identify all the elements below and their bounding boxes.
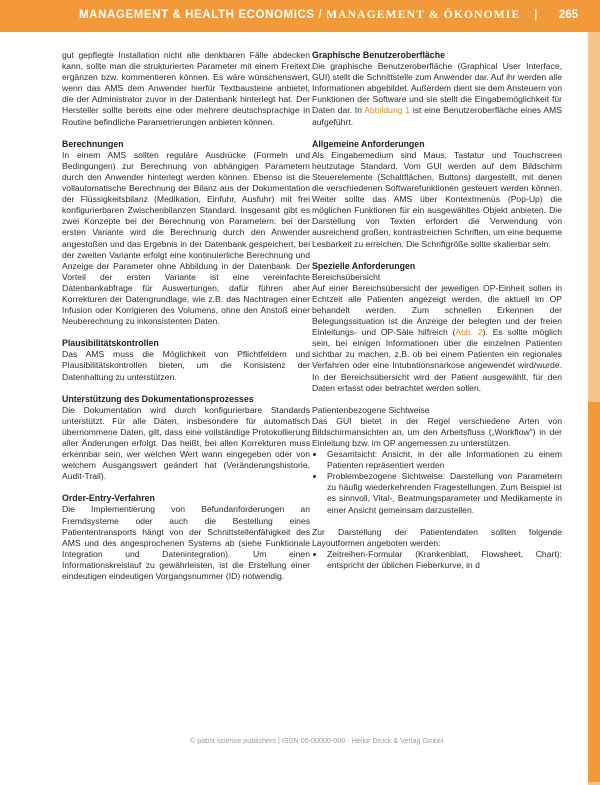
edge-tab-block	[588, 402, 600, 782]
section-body: In einem AMS sollten reguläre Ausdrücke (Formeln und Bedingungen) zur Berechnung von abhängigen Parametern durch den Anwender hinterlegt werden können. Ebenso ist die vollautomatische Berechnung der Bilanz aus der Dokumentation der Flüssigkeitsbilanz (Medikation, Einfuhr, Ausfuhr) mit frei konfigurierbaren Zwischenbilanzen Standard. Insgesamt gibt es zwei Konzepte bei der Berechnung von Parametern: bei der ersten Variante wird die Berechnung durch den Anwender angestoßen und das Ergebnis in der Datenbank gespeichert, bei der zweiten Variante erfolgt eine kontinuierliche Berechnung und Anzeige der Parameter ohne Abbildung in der Datenbank. Der Vorteil der ersten Variante ist eine vereinfachte Datenbankabfrage für Auswertungen, dafür führen aber Korrekturen der Datengrundlage, wie z.B. das Nachtragen einer Infusion oder Korrigieren des Volumens, ohne den Anstoß einer Neuberechnung zu inkonsistenten Daten.	[62, 149, 310, 327]
section-heading: Plausibilitätskontrollen	[62, 338, 159, 349]
header-separator: |	[534, 9, 538, 21]
section-heading: Spezielle Anforderungen	[312, 260, 416, 271]
body-text: Die graphische Benutzeroberfläche (Graphical User Interface, GUI) stellt die Schnittstelle zum Anwender dar. Auf ihr werden alle Informationen abgebildet. Außerdem dient sie dem Ansteuern von Funktionen der Software und sie stellt die Eingabemöglichkeit für Daten dar. In	[312, 61, 562, 116]
section-order-entry	[62, 493, 310, 582]
left-column	[62, 50, 310, 593]
section-title-de: MANAGEMENT & ÖKONOMIE	[326, 9, 521, 21]
view-list	[312, 449, 562, 516]
page-number: 265	[558, 9, 578, 21]
body-text: Auf einer Bereichsübersicht der jeweiligen OP-Einheit sollen in Echtzeit alle Patienten angezeigt werden, die aktuell im OP behandelt werden. Zum schnellen Erkennen der Belegungssituation ist die Anzeige der belegten und der freien Einleitungs- und OP-Säle hilfreich (	[312, 282, 562, 338]
section-documentation-support	[62, 394, 310, 483]
section-body: Die Dokumentation wird durch konfigurierbare Standards unterstützt. Für alle Daten, insbesondere für automatisch übernommene Daten, gilt, dass eine vollständige Protokollierung aller Änderungen erfolgt. Das heißt, bei allen Korrekturen muss erkennbar sein, wer welchen Wert wann eingegeben oder von welchem Ausgangswert geändert hat (Veränderungshistorie, Audit-Trail).	[62, 404, 310, 482]
section-body	[312, 61, 562, 128]
section-special-requirements	[312, 261, 562, 394]
subheading: Bereichsübersicht	[312, 271, 381, 282]
section-heading: Berechnungen	[62, 138, 124, 149]
section-heading: Allgemeine Anforderungen	[312, 138, 425, 149]
body-text: ). Es sollte möglich sein, bei einigen Informationen über die einzelnen Patienten sichtbar zu machen, z.B. ob bei einem Patienten ein regionales Verfahren oder eine Intubationsnarkose angewendet wird/wurde. In der Bereichsübersicht wird der Patient ausgewählt, für den Daten erfasst oder betrachtet werden sollen.	[312, 327, 562, 393]
right-column	[312, 50, 562, 582]
section-body: Als Eingabemedium sind Maus, Tastatur und Touchscreen heutzutage Standard. Vom GUI werden auf dem Bildschirm Steuerelemente (Schaltflächen, Buttons) dargestellt, mit denen die verschiedenen Softwarefunktionen gesteuert werden können. Weiter sollte das AMS über Kontextmenüs (Pop-Up) die möglichen Funktionen für ein ausgewähltes Objekt anbieten. Die Darstellung von Texten erfordert die Verwendung von ausreichend großen, kontrastreichen Schriften, um eine bequeme Lesbarkeit zu erreichen. Die Schriftgröße sollte skalierbar sein.	[312, 149, 562, 249]
section-title	[79, 9, 538, 21]
section-body: Die Implementierung von Befundanforderungen an Fremdsysteme oder auch die Bestellung eines Patiententransports hängt von der Schnittstellenfähigkeit des AMS und des angesprochenen Systems ab (siehe Funktionale Integration und Datenintegration). Um einen Informationskreislauf zu gewährleisten, ist die Erstellung einer eindeutigen eindeutigen Vorgangsnummer (ID) notwendig.	[62, 504, 310, 582]
section-body: Das GUI bietet in der Regel verschiedene Arten von Bildschirmansichten an, um den Arbeitsfluss („Workflow") in der Einleitung bzw. im OP angemessen zu unterstützen.	[312, 415, 562, 448]
figure-reference-link[interactable]: Abbildung 1	[364, 105, 411, 116]
list-item: • Zeitreihen-Formular (Krankenblatt, Flowsheet, Chart): entspricht der üblichen Fieberkurve, in d	[325, 549, 562, 571]
intro-paragraph: gut gepflegte Installation nicht alle denkbaren Fälle abdecken kann, sollte man die strukturierten Parameter mit einem Freitext ergänzen bzw. kommentieren können. Es wäre wünschenswert, wenn das AMS dem Anwender hierfür Textbausteine anbietet, die der Administrator zuvor in der Datenbank hinterlegt hat. Der Hersteller sollte bereits eine oder mehrere deutschsprachige in Routine befindliche Parametrierungen anbieten können.	[62, 50, 310, 127]
page-footer: © pabst science publishers | ISSN 00-00000-000 · Hellor Druck & Verlag GmbH	[190, 736, 444, 745]
figure-reference-link[interactable]: Abb. 2	[455, 327, 483, 338]
page-header-bar	[0, 0, 600, 32]
section-patient-view	[312, 405, 562, 571]
edge-tab	[588, 32, 600, 785]
subheading: Patientenbezogene Sichtweise	[312, 404, 430, 415]
body-text: ist eine Benutzeroberfläche eines AMS aufgeführt.	[312, 105, 562, 127]
section-heading: Graphische Benutzeroberfläche	[312, 50, 445, 60]
section-body: Zur Darstellung der Patientendaten sollten folgende Layoutformen angeboten werden:	[312, 526, 562, 548]
section-heading: Unterstützung des Dokumentationsprozesses	[62, 393, 254, 404]
section-general-requirements	[312, 139, 562, 250]
layout-list	[312, 549, 562, 571]
section-gui	[312, 50, 562, 128]
section-berechnungen	[62, 139, 310, 328]
section-body	[312, 283, 562, 394]
section-plausibility	[62, 338, 310, 382]
list-item: • Problembezogene Sichtweise: Darstellung von Parametern zu häufig wiederkehrenden Fragestellungen. Zum Beispiel ist es sinnvoll, Vital-, Beatmungsparameter und Medikamente in einer Ansicht gemeinsam darzustellen.	[325, 471, 562, 515]
list-item: • Gesamtsicht: Ansicht, in der alle Informationen zu einem Patienten repräsentiert werden	[325, 449, 562, 471]
section-title-en: MANAGEMENT & HEALTH ECONOMICS /	[79, 9, 327, 21]
section-body: Das AMS muss die Möglichkeit von Pflichtfeldern und Plausibilitätskontrollen bieten, um die Konsistenz der Datenhaltung zu unterstützen.	[62, 349, 310, 382]
section-heading: Order-Entry-Verfahren	[62, 493, 155, 504]
